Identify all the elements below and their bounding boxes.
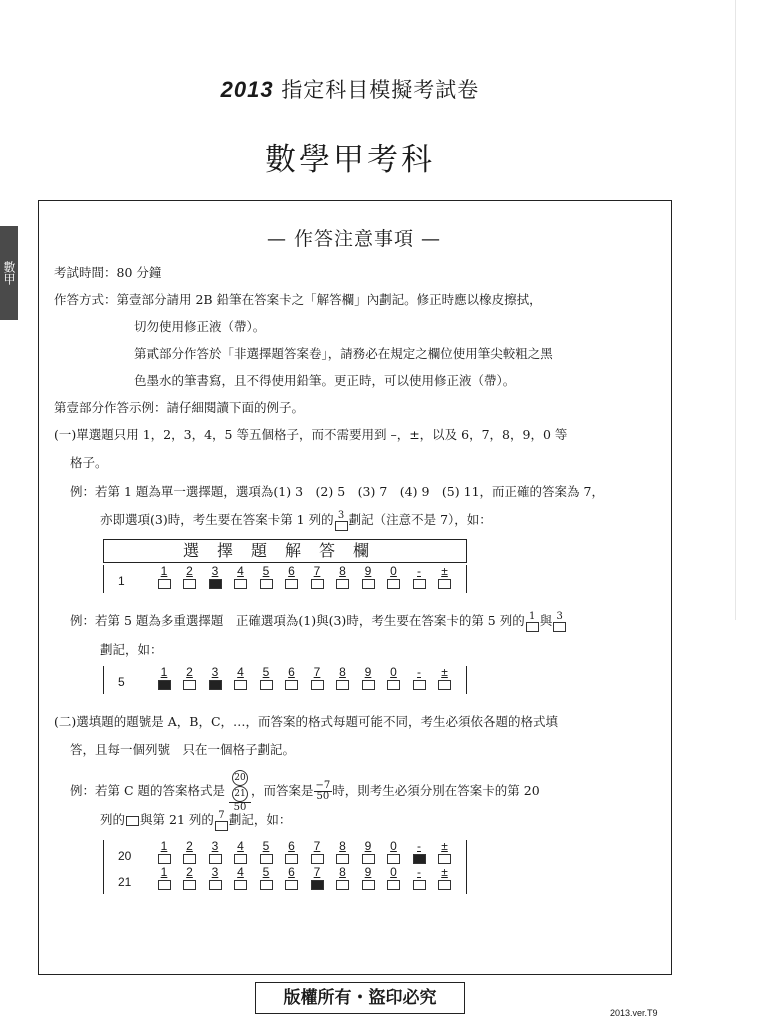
rule-2-line-2: 答，且每一個列號 只在一個格子劃記。 (70, 742, 296, 757)
answer-cell-6 (280, 666, 304, 690)
answer-bubble (413, 579, 426, 589)
answer-cell-symbol: 5 (262, 865, 270, 879)
answer-bubble (387, 680, 400, 690)
exam-year: 2013 (220, 77, 274, 102)
rule-1-line-2: 格子。 (70, 455, 108, 470)
answer-cell-2 (178, 565, 202, 589)
answer-cell-symbol: 4 (237, 564, 244, 578)
example-3-line-1: 例：若第 C 題的答案格式是 20 21 50 ，而答案是 $\frac{-7}{50}$ 時，則考生必須分別在答案卡的第 20 (70, 770, 540, 813)
example-3-line-2: 列的 與第 21 列的 7 劃記，如： (100, 810, 291, 831)
answer-bubble (336, 854, 349, 864)
answer-cell-symbol: 5 (262, 564, 270, 578)
example-2-line-2: 劃記，如： (100, 642, 163, 657)
answer-row-label: 21 (118, 875, 132, 889)
answer-cell-symbol: 5 (262, 839, 270, 853)
answer-grid-header: 選擇題解答欄 (103, 539, 467, 563)
answer-cell-symbol: 4 (237, 865, 244, 879)
answer-cell-symbol: 9 (364, 865, 372, 879)
answer-cell-symbol: 9 (364, 665, 372, 679)
answer-bubble (158, 579, 171, 589)
answer-cell-symbol: 3 (211, 865, 219, 879)
answer-bubble (438, 880, 451, 890)
answer-bubble (438, 854, 451, 864)
answer-row (103, 666, 467, 694)
answer-bubble (260, 854, 273, 864)
answer-bubble (336, 579, 349, 589)
answer-bubble (183, 579, 196, 589)
answer-cell-2 (178, 666, 202, 690)
example-2-line-1: 例：若第 5 題為多重選擇題 正確選項為(1)與(3)時，考生要在答案卡的第 5 列的 1 與 3 (70, 611, 567, 632)
answer-bubble (234, 854, 247, 864)
answer-cell-symbol: 6 (288, 839, 295, 853)
answer-bubble (183, 680, 196, 690)
answer-bubble (362, 680, 375, 690)
answer-cell-symbol: 1 (160, 839, 168, 853)
answer-cell-symbol: 1 (160, 564, 168, 578)
exam-time: 考試時間：80 分鐘 (54, 265, 162, 280)
answer-cell-0 (382, 565, 406, 589)
answer-bubble (209, 880, 222, 890)
minus-box-symbol (126, 816, 139, 826)
answer-bubble (438, 680, 451, 690)
side-tab: 數甲 (0, 226, 18, 320)
answer-cell-symbol: 9 (364, 839, 372, 853)
subject-title: 數學甲考科 (265, 142, 435, 178)
answer-cell-symbol: ± (441, 564, 448, 578)
answer-row (103, 840, 467, 868)
example-1-line-2: 亦即選項(3)時，考生要在答案卡第 1 列的 3 劃記（注意不是 7），如： (100, 510, 492, 531)
method-line-1: 作答方式：第壹部分請用 2B 鉛筆在答案卡之「解答欄」內劃記。修正時應以橡皮擦拭， (54, 292, 542, 307)
answer-cell-symbol: 0 (390, 564, 397, 578)
answer-bubble (260, 579, 273, 589)
answer-cell-5 (254, 666, 278, 690)
answer-cell-symbol: - (417, 564, 421, 578)
answer-cell-7 (305, 666, 329, 690)
answer-cell-3 (203, 866, 227, 890)
answer-cell-8 (331, 666, 355, 690)
answer-row-label: 5 (118, 675, 125, 689)
answer-cell-symbol: ± (441, 839, 448, 853)
answer-cell-symbol: 6 (288, 564, 295, 578)
answer-bubble (285, 680, 298, 690)
answer-cell-5 (254, 840, 278, 864)
answer-bubble (311, 579, 324, 589)
answer-bubble (285, 880, 298, 890)
method-line-4: 色墨水的筆書寫，且不得使用鉛筆。更正時，可以使用修正液（帶）。 (134, 373, 516, 388)
answer-bubble (285, 579, 298, 589)
answer-cell-2 (178, 866, 202, 890)
answer-cell-symbol: 7 (313, 839, 321, 853)
answer-bubble (183, 854, 196, 864)
answer-cell-symbol: 7 (313, 564, 321, 578)
mark-3-symbol: 3 (334, 511, 349, 531)
answer-cell-8 (331, 840, 355, 864)
answer-cell-symbol: - (417, 665, 421, 679)
answer-cell-9 (356, 666, 380, 690)
mark-3-symbol: 3 (552, 612, 567, 632)
answer-cell-symbol: 7 (313, 865, 321, 879)
answer-cell-symbol: 7 (313, 665, 321, 679)
answer-cell-± (433, 866, 457, 890)
answer-cell-symbol: 3 (211, 665, 219, 679)
answer-bubble (158, 880, 171, 890)
answer-row (103, 565, 467, 593)
answer-bubble (387, 579, 400, 589)
answer-bubble (336, 880, 349, 890)
notice-heading: — 作答注意事項 — (266, 228, 442, 250)
answer-bubble (362, 854, 375, 864)
answer-cell-symbol: 0 (390, 865, 397, 879)
answer-cell-symbol: - (417, 865, 421, 879)
answer-cell-symbol: - (417, 839, 421, 853)
answer-cell-symbol: 3 (211, 564, 219, 578)
answer-bubble (387, 854, 400, 864)
answer-cell-symbol: 0 (390, 839, 397, 853)
answer-cell-symbol: 1 (160, 665, 168, 679)
answer-cell-symbol: 5 (262, 665, 270, 679)
answer-format-fraction: 20 21 50 (229, 770, 251, 813)
example-1-line-1: 例：若第 1 題為單一選擇題，選項為(1) 3 (2) 5 (3) 7 (4) 9 (5) 11，而正確的答案為 7， (70, 484, 604, 499)
answer-cell-symbol: 2 (186, 564, 193, 578)
answer-cell-symbol: ± (441, 665, 448, 679)
answer-cell-8 (331, 866, 355, 890)
answer-bubble (209, 680, 222, 690)
answer-cell-symbol: 0 (390, 665, 397, 679)
answer-cell-symbol: 8 (339, 564, 346, 578)
answer-cell-symbol: 2 (186, 839, 193, 853)
answer-cell-6 (280, 866, 304, 890)
answer-bubble (209, 579, 222, 589)
exam-title-text: 指定科目模擬考試卷 (281, 78, 480, 102)
answer-bubble (209, 854, 222, 864)
answer-cell-symbol: 6 (288, 865, 295, 879)
answer-bubble (311, 680, 324, 690)
answer-cell-symbol: 6 (288, 665, 295, 679)
rule-2-line-1: (二)選填題的題號是 A，B，C，…，而答案的格式每題可能不同，考生必須依各題的格式填 (54, 714, 559, 729)
method-line-2: 切勿使用修正液（帶）。 (134, 319, 266, 334)
copyright-notice: 版權所有・盜印必究 (255, 982, 465, 1014)
answer-cell-- (407, 666, 431, 690)
answer-bubble (311, 880, 324, 890)
version-label: 2013.ver.T9 (610, 1008, 658, 1018)
answer-cell-1 (152, 565, 176, 589)
answer-cell-symbol: 2 (186, 865, 193, 879)
answer-row-label: 20 (118, 849, 132, 863)
answer-cell-symbol: 2 (186, 665, 193, 679)
answer-cell-± (433, 666, 457, 690)
answer-cell-5 (254, 866, 278, 890)
answer-cell-± (433, 840, 457, 864)
answer-cell-symbol: 4 (237, 839, 244, 853)
answer-bubble (387, 880, 400, 890)
answer-cell-0 (382, 840, 406, 864)
answer-bubble (158, 854, 171, 864)
answer-cell-2 (178, 840, 202, 864)
answer-cell-0 (382, 866, 406, 890)
answer-bubble (158, 680, 171, 690)
answer-bubble (311, 854, 324, 864)
answer-bubble (260, 880, 273, 890)
scan-edge-line (735, 0, 736, 620)
answer-bubble (336, 680, 349, 690)
answer-cell-9 (356, 565, 380, 589)
answer-cell-6 (280, 565, 304, 589)
answer-cell-6 (280, 840, 304, 864)
answer-bubble (438, 579, 451, 589)
answer-cell-3 (203, 565, 227, 589)
answer-cell-0 (382, 666, 406, 690)
answer-cell-- (407, 565, 431, 589)
answer-cell-8 (331, 565, 355, 589)
answer-bubble (413, 680, 426, 690)
answer-cell-symbol: 3 (211, 839, 219, 853)
answer-cell-4 (229, 840, 253, 864)
example-intro: 第壹部分作答示例：請仔細閱讀下面的例子。 (54, 400, 305, 415)
answer-bubble (260, 680, 273, 690)
answer-value-fraction: $\frac{-7}{50}$ (315, 780, 331, 802)
answer-cell-4 (229, 565, 253, 589)
answer-cell-4 (229, 666, 253, 690)
answer-cell-9 (356, 866, 380, 890)
answer-cell-symbol: 4 (237, 665, 244, 679)
answer-cell-7 (305, 866, 329, 890)
answer-cell-3 (203, 840, 227, 864)
answer-bubble (413, 854, 426, 864)
answer-cell-symbol: ± (441, 865, 448, 879)
mark-1-symbol: 1 (525, 612, 540, 632)
answer-cell-- (407, 866, 431, 890)
answer-cell-4 (229, 866, 253, 890)
answer-cell-3 (203, 666, 227, 690)
answer-bubble (234, 680, 247, 690)
answer-bubble (413, 880, 426, 890)
rule-1-line-1: (一)單選題只用 1，2，3，4，5 等五個格子，而不需要用到 –，±，以及 6，7，8，9，0 等 (54, 427, 568, 442)
answer-row (103, 866, 467, 894)
answer-bubble (183, 880, 196, 890)
answer-cell-± (433, 565, 457, 589)
answer-cell-1 (152, 840, 176, 864)
answer-cell-symbol: 8 (339, 839, 346, 853)
answer-cell-- (407, 840, 431, 864)
answer-cell-symbol: 8 (339, 665, 346, 679)
answer-cell-1 (152, 866, 176, 890)
answer-cell-7 (305, 840, 329, 864)
answer-bubble (234, 880, 247, 890)
answer-cell-symbol: 9 (364, 564, 372, 578)
answer-cell-9 (356, 840, 380, 864)
answer-cell-1 (152, 666, 176, 690)
exam-title (0, 74, 700, 104)
answer-cell-7 (305, 565, 329, 589)
answer-bubble (234, 579, 247, 589)
answer-cell-symbol: 8 (339, 865, 346, 879)
answer-bubble (362, 880, 375, 890)
answer-bubble (285, 854, 298, 864)
method-line-3: 第貳部分作答於「非選擇題答案卷」，請務必在規定之欄位使用筆尖較粗之黑 (134, 346, 553, 361)
mark-7-symbol: 7 (214, 811, 229, 831)
answer-bubble (362, 579, 375, 589)
answer-cell-5 (254, 565, 278, 589)
answer-row-label: 1 (118, 574, 125, 588)
answer-cell-symbol: 1 (160, 865, 168, 879)
